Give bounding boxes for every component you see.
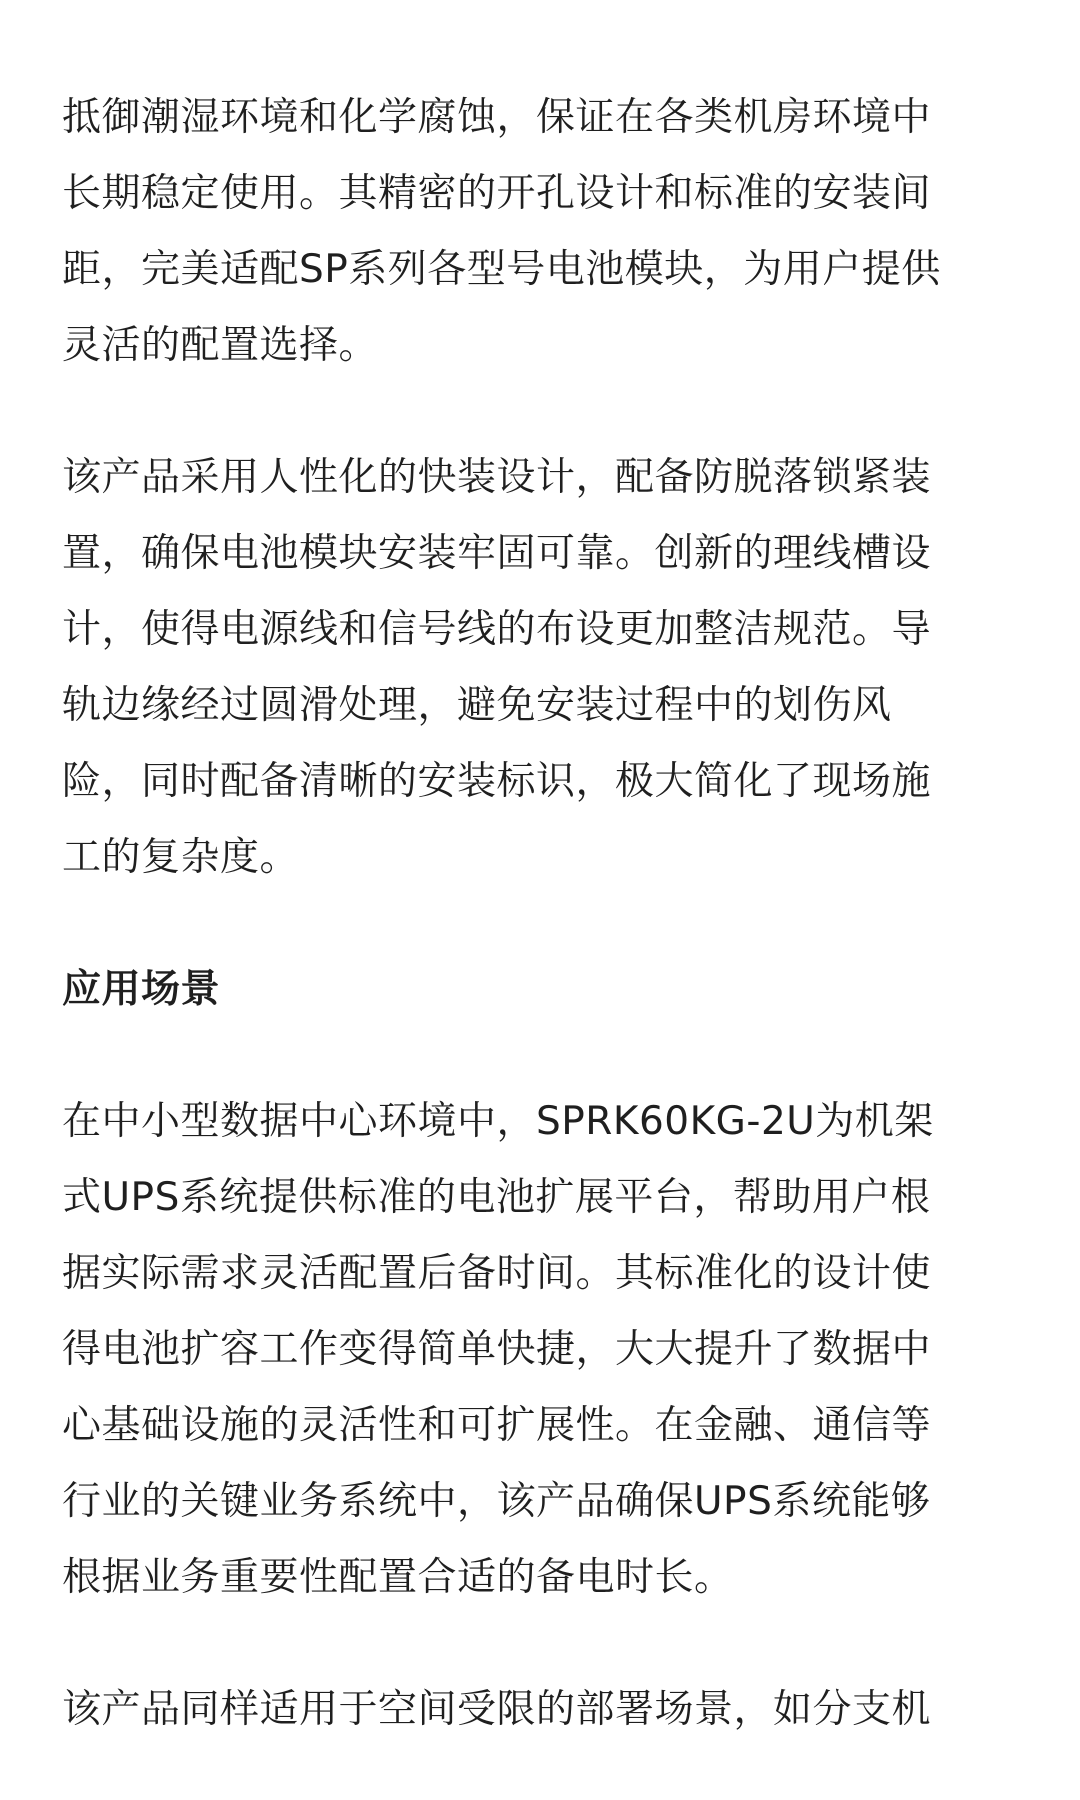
text-line: 在中小型数据中心环境中，SPRK60KG-2U为机架 — [62, 1099, 934, 1144]
paragraph-gap — [62, 896, 1022, 952]
text-line: 该产品采用人性化的快装设计，配备防脱落锁紧装 — [62, 455, 932, 500]
section-heading-scenarios: 应用场景 — [62, 967, 221, 1012]
text-line: 轨边缘经过圆滑处理，避免安装过程中的划伤风 — [62, 683, 892, 728]
paragraph-space-limited — [62, 1672, 1022, 1748]
paragraph-quick-install — [62, 440, 1022, 896]
text-line: 得电池扩容工作变得简单快捷，大大提升了数据中 — [62, 1327, 932, 1372]
text-line: 根据业务重要性配置合适的备电时长。 — [62, 1555, 734, 1600]
text-line: 险，同时配备清晰的安装标识，极大简化了现场施 — [62, 759, 932, 804]
text-line: 计，使得电源线和信号线的布设更加整洁规范。导 — [62, 607, 932, 652]
paragraph-gap — [62, 384, 1022, 440]
text-line: 心基础设施的灵活性和可扩展性。在金融、通信等 — [62, 1403, 932, 1448]
paragraph-gap — [62, 1616, 1022, 1672]
text-line: 长期稳定使用。其精密的开孔设计和标准的安装间 — [62, 171, 932, 216]
text-line: 置，确保电池模块安装牢固可靠。创新的理线槽设 — [62, 531, 932, 576]
article-body — [62, 80, 1022, 1748]
text-line: 行业的关键业务系统中，该产品确保UPS系统能够 — [62, 1479, 931, 1524]
text-line: 抵御潮湿环境和化学腐蚀，保证在各类机房环境中 — [62, 95, 932, 140]
text-line: 距，完美适配SP系列各型号电池模块，为用户提供 — [62, 247, 941, 292]
paragraph-gap — [62, 1028, 1022, 1084]
text-line: 据实际需求灵活配置后备时间。其标准化的设计使 — [62, 1251, 932, 1296]
paragraph-data-center — [62, 1084, 1022, 1616]
paragraph-durability — [62, 80, 1022, 384]
text-line: 该产品同样适用于空间受限的部署场景，如分支机 — [62, 1687, 932, 1732]
text-line: 工的复杂度。 — [62, 835, 300, 880]
text-line: 灵活的配置选择。 — [62, 323, 379, 368]
text-line: 式UPS系统提供标准的电池扩展平台，帮助用户根 — [62, 1175, 931, 1220]
